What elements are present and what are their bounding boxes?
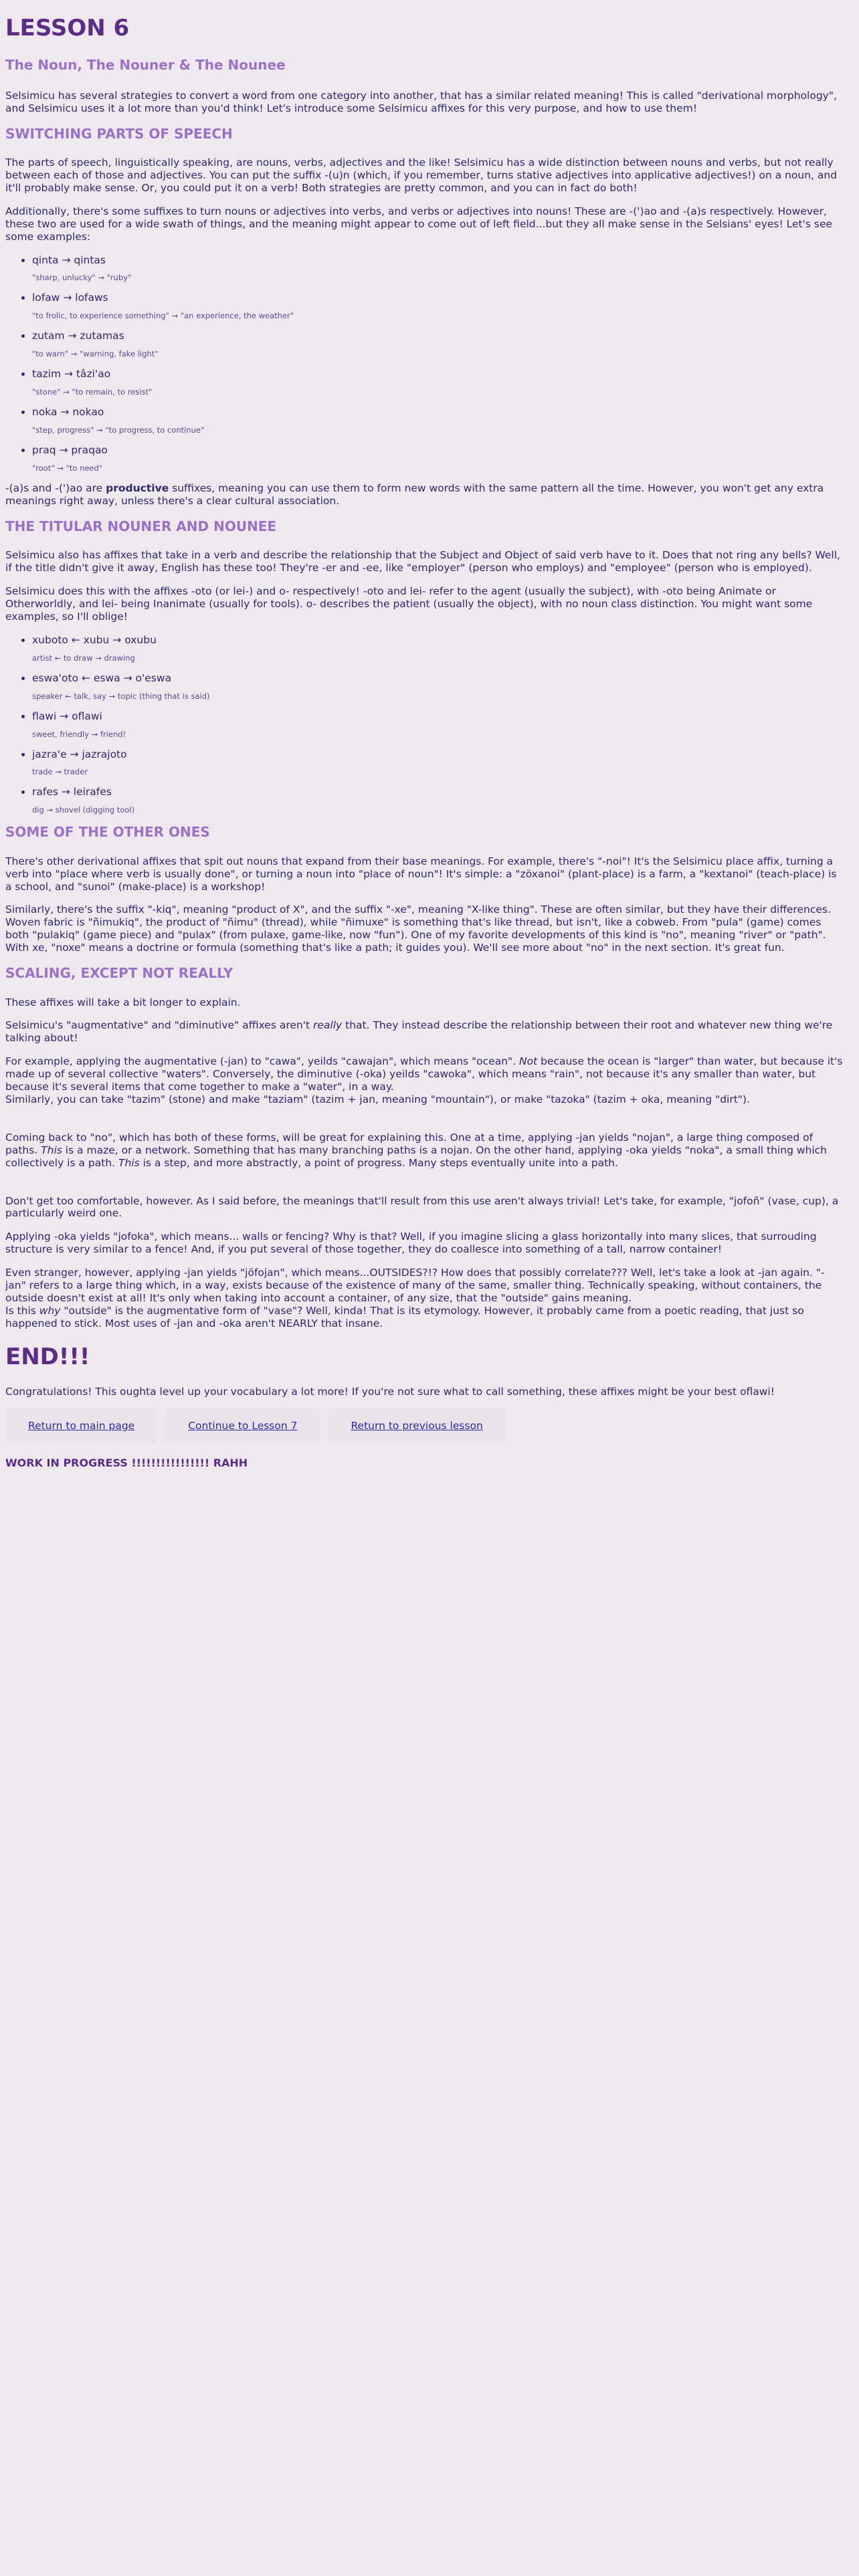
next-lesson-link[interactable]: Continue to Lesson 7 [188, 1420, 298, 1432]
example-word: noka → nokao [32, 406, 104, 419]
example-gloss: speaker ← talk, say → topic (thing that is said) [32, 691, 210, 701]
scaling-paragraph-5: Don't get too comfortable, however. As I said before, the meanings that'll result from this use aren't always trivial! Let's take, for example, "jofoñ" (vase, cup), a particularly weird one. [5, 1194, 839, 1220]
emphasis-italic: why [39, 1304, 61, 1317]
list-item [32, 292, 843, 320]
scaling-paragraph-2 [5, 1019, 843, 1045]
others-paragraph-1: There's other derivational affixes that spit out nouns that expand from their base meanings. For example, there's "-noi"! It's the Selsimicu place affix, turning a verb into "place where verb is usually done", or turning a noun into "place of noun"! It's simple: a "zöxanoi" (plant-place) is a farm, a "kextanoi" (teach-place) is a school, and "sunoi" (make-place) is a workshop! [5, 855, 837, 893]
switching-paragraph-3 [5, 482, 843, 508]
text-span: that. They instead describe the relationship between their root and whatever new thing we're talking about! [5, 1019, 833, 1045]
example-gloss: "to frolic, to experience something" → "an experience, the weather" [32, 311, 294, 321]
main-page-link[interactable]: Return to main page [28, 1420, 135, 1432]
example-word: flawi → oflawi [32, 710, 102, 722]
scaling-paragraph-1: These affixes will take a bit longer to explain. [5, 996, 241, 1008]
text-span: is a step, and more abstractly, a point of progress. Many steps eventually unite into a path. [139, 1156, 618, 1169]
emphasis-italic: This [41, 1144, 62, 1156]
list-item [32, 368, 843, 397]
example-gloss: sweet, friendly → friend! [32, 729, 126, 739]
scaling-paragraph-6: Applying -oka yields "jofoka", which means... walls or fencing? Why is that? Well, if you imagine slicing a glass horizontally into many slices, that surrouding structure is very similar to a fence! And, if you put several of those together, they do coallesce into something of a tall, narrow container! [5, 1230, 817, 1256]
section-heading-switching: SWITCHING PARTS OF SPEECH [5, 125, 233, 142]
example-word: praq → praqao [32, 444, 108, 457]
end-paragraph: Congratulations! This oughta level up your vocabulary a lot more! If you're not sure what to call something, these affixes might be your best oflawi! [5, 1386, 775, 1398]
text-span: Similarly, you can take "tazim" (stone) and make "taziam" (tazim + jan, meaning "mountain"), or make "tazoka" (tazim + oka, meaning "dirt"). [5, 1093, 750, 1105]
list-item [32, 330, 843, 358]
switching-examples-list [5, 254, 843, 473]
example-gloss: artist ← to draw → drawing [32, 653, 135, 663]
list-item [32, 672, 843, 701]
scaling-paragraph-7 [5, 1267, 843, 1330]
list-item [32, 786, 843, 815]
example-gloss: trade → trader [32, 767, 88, 777]
others-paragraph-2: Similarly, there's the suffix "-kiq", meaning "product of X", and the suffix "-xe", meaning "X-like thing". These are often similar, but they have their differences. Woven fabric is "ñimukiq", the product of "ñimu" (thread), while "ñimuxe" is something that's like thread, but isn't, like a cobweb. From "pula" (game) comes both "pulakiq" (game piece) and "pulax" (from pulaxe, game-like, now "fun"). One of my favorite developments of this kind is "no", meaning "river" or "path". With xe, "noxe" means a doctrine or formula (something that's like a path; it guides you). We'll see more about "no" in the next section. It's great fun. [5, 903, 831, 954]
list-item [32, 634, 843, 663]
text-span: because the ocean is "larger" than water, but because it's made up of several collective "waters". Conversely, the diminutive (-oka) yeilds "cawoka", which means "rain", not because it's any smaller than water, but because it's several items that come together to make a "water", in a way. [5, 1055, 843, 1093]
emphasis-italic: Not [519, 1055, 538, 1068]
example-gloss: "root" → "to need" [32, 463, 103, 473]
section-heading-others: SOME OF THE OTHER ONES [5, 824, 210, 841]
text-span: "outside" is the augmentative form of "vase"? Well, kinda! That is its etymology. However, it probably came from a poetic reading, that just so happened to stick. Most uses of -jan and -oka aren't NEARLY that insane. [5, 1304, 804, 1329]
switching-paragraph-2: Additionally, there's some suffixes to turn nouns or adjectives into verbs, and verbs or adjectives into nouns! These are -(')ao and -(a)s respectively. However, these two are used for a wide swath of things, and the meaning might appear to come out of left field...but they all make sense in the Selsians' eyes! Let's see some examples: [5, 205, 833, 243]
spacer [5, 1180, 843, 1195]
main-page-button[interactable] [5, 1409, 157, 1443]
example-word: lofaw → lofaws [32, 292, 108, 304]
scaling-paragraph-4 [5, 1132, 843, 1170]
work-in-progress-note: WORK IN PROGRESS !!!!!!!!!!!!!!!! RAHH [5, 1457, 248, 1469]
example-gloss: "to warn" → "warning, fake light" [32, 349, 159, 359]
text-span: Selsimicu's "augmentative" and "diminutive" affixes aren't [5, 1019, 313, 1032]
example-gloss: dig → shovel (digging tool) [32, 805, 135, 815]
next-lesson-button[interactable] [165, 1409, 320, 1443]
section-heading-titular: THE TITULAR NOUNER AND NOUNEE [5, 518, 277, 534]
text-span: Coming back to "no", which has both of these forms, will be great for explaining this. One at a time, applying -jan yields "nojan", a large thing composed of paths. [5, 1131, 814, 1156]
text-span: Is this [5, 1304, 39, 1317]
end-heading: END!!! [5, 1343, 90, 1370]
emphasis-bold: productive [106, 482, 169, 495]
example-gloss: "step, progress" → "to progress, to continue" [32, 425, 205, 435]
list-item [32, 748, 843, 777]
previous-lesson-link[interactable]: Return to previous lesson [351, 1420, 483, 1432]
list-item [32, 254, 843, 283]
emphasis-italic: This [118, 1156, 140, 1169]
text-span: -(a)s and -(')ao are [5, 482, 106, 495]
list-item [32, 406, 843, 435]
page-subtitle: The Noun, The Nouner & The Nounee [5, 57, 286, 74]
example-word: xuboto ← xubu → oxubu [32, 633, 157, 646]
spacer [5, 1117, 843, 1132]
example-word: jazra'e → jazrajoto [32, 748, 127, 760]
section-heading-scaling: SCALING, EXCEPT NOT REALLY [5, 965, 233, 982]
emphasis-italic: really [313, 1019, 343, 1032]
previous-lesson-button[interactable] [328, 1409, 505, 1443]
example-gloss: "sharp, unlucky" → "ruby" [32, 273, 132, 283]
example-word: qinta → qintas [32, 253, 106, 266]
example-word: tazim → tâzi'ao [32, 368, 111, 381]
switching-paragraph-1: The parts of speech, linguistically speaking, are nouns, verbs, adjectives and the like! Selsimicu has a wide distinction between nouns and verbs, but not really between each of those and adjectives. You can put the suffix -(u)n (which, if you remember, turns stative adjectives into applicative adjectives!) on a noun, and it'll probably make sense. Or, you could put it on a verb! Both strategies are pretty common, and you can in fact do both! [5, 156, 838, 194]
titular-paragraph-2: Selsimicu does this with the affixes -oto (or lei-) and o- respectively! -oto and lei- refer to the agent (usually the subject), with -oto being Animate or Otherworldly, and lei- being Inanimate (usually for tools). o- describes the patient (usually the object), with no noun class distinction. You might want some examples, so I'll oblige! [5, 585, 813, 623]
example-word: zutam → zutamas [32, 330, 124, 342]
page-title: LESSON 6 [5, 15, 130, 41]
text-span: is a maze, or a network. Something that has many branching paths is a nojan. On the other hand, applying -oka yields "noka", a small thing which collectively is a path. [5, 1144, 827, 1169]
list-item [32, 444, 843, 473]
navigation-row [5, 1409, 843, 1443]
example-gloss: "stone" → "to remain, to resist" [32, 387, 153, 397]
intro-paragraph: Selsimicu has several strategies to convert a word from one category into another, that has a similar related meaning! This is called "derivational morphology", and Selsimicu uses it a lot more than you'd think! Let's introduce some Selsimicu affixes for this very purpose, and how to use them! [5, 89, 837, 114]
scaling-paragraph-3 [5, 1055, 843, 1106]
example-word: eswa'oto ← eswa → o'eswa [32, 671, 172, 684]
titular-paragraph-1: Selsimicu also has affixes that take in a verb and describe the relationship that the Subject and Object of said verb have to it. Does that not ring any bells? Well, if the title didn't give it away, English has these too! They're -er and -ee, like "employer" (person who employs) and "employee" (person who is employed). [5, 549, 840, 574]
titular-examples-list [5, 634, 843, 815]
list-item [32, 710, 843, 739]
example-word: rafes → leirafes [32, 786, 112, 798]
text-span: suffixes, meaning you can use them to form new words with the same pattern all the time. However, you won't get any extra meanings right away, unless there's a clear cultural association. [5, 482, 824, 507]
text-span: For example, applying the augmentative (-jan) to "cawa", yeilds "cawajan", which means "ocean". [5, 1055, 519, 1068]
text-span: Even stranger, however, applying -jan yields "jöfojan", which means...OUTSIDES?!? How does that possibly correlate??? Well, let's take a look at -jan again. "-jan" refers to a large thing which, in a way, exists because of the existence of many of the same, smaller thing. Technically speaking, without containers, the outside doesn't exist at all! It's only when taking into account a container, of any size, that the "outside" gains meaning. [5, 1267, 825, 1304]
